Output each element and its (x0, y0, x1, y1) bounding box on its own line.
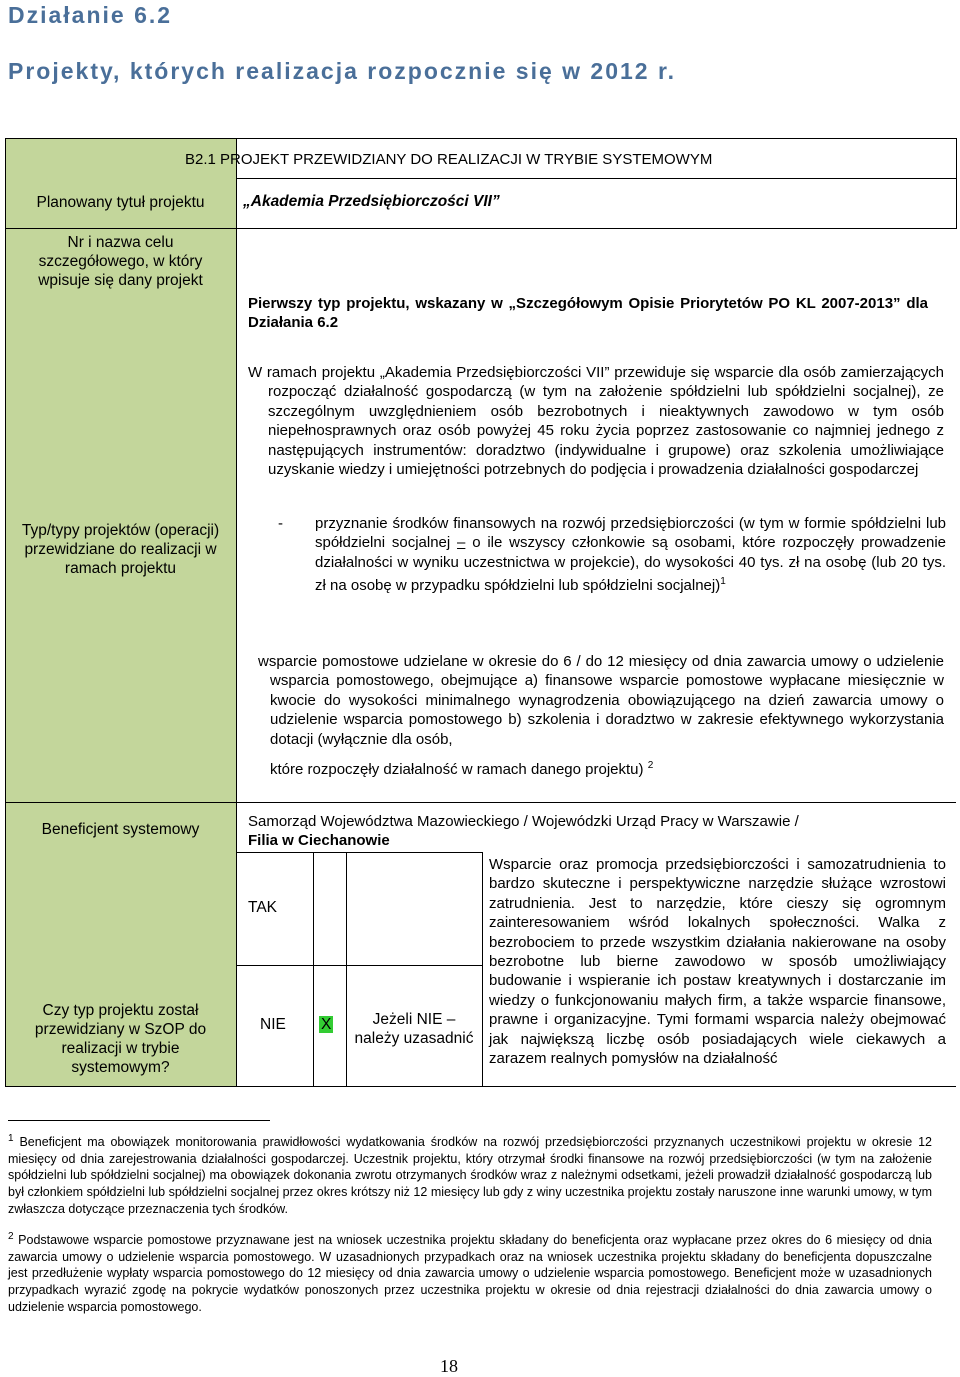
systemic-label: Czy typ projektu został przewidziany w SzOP do realizacji w trybie systemowym? (34, 1002, 207, 1076)
beneficiary-line-2: Filia w Ciechanowie (248, 832, 390, 849)
inner-mid-border (236, 965, 482, 966)
tak-label: TAK (248, 899, 277, 916)
inner-v1 (313, 852, 314, 1086)
table-top-border (5, 138, 956, 139)
bullet-1-continued: o ile wszyscy członkowie są osobami, które rozpoczęły prowadzenie działalności w wyniku uczestnictwa w projekcie), do wysokości 40 tys. zł na osobę (lub 20 tys. zł na osobę w przypadku spółdzielni lub spółdzielni socjalnej) (315, 534, 946, 595)
section-label: B2.1 PROJEKT PRZEWIDZIANY DO REALIZACJI W TRYBIE SYSTEMOWYM (185, 151, 713, 168)
inner-v3 (482, 852, 483, 1086)
page-title: Działanie 6.2 (8, 2, 173, 28)
label-column (5, 138, 236, 1086)
footnote-1: $^1$ Beneficjent ma obowiązek monitorowania prawidłowości wydatkowania środków na rozwój przedsiębiorczości przyznanych uczestnikowi projektu w okresie 12 miesięcy od dnia zarejestrowania działalności gospodarczej. Uczestnik projektu, który otrzymał środki finansowe na rozwój przedsiębiorczości (w tym na założenie spółdzielni lub spółdzielni socjalnej) ma obowiązek dokonania zwrotu otrzymanych środków wraz z należnymi odsetkami, jeżeli prowadził działalność gospodarczą lub był członkiem spółdzielni lub spółdzielni socjalnej przez okres krótszy niż 12 miesięcy lub gdy z winy uczestnika projektu zostały naruszone inne warunki umowy, w tym zwłaszcza dotyczące przeznaczenia tych środków. (8, 1133, 932, 1216)
bullet-1-text: przyznanie środków finansowych na rozwój przedsiębiorczości (w tym w formie spółdzielni lub spółdzielni socjalnej (315, 515, 946, 552)
types-label: Typ/typy projektów (operacji) przewidziane do realizacji w ramach projektu (21, 522, 220, 577)
inner-v2 (346, 852, 347, 1086)
justification-text: Wsparcie oraz promocja przedsiębiorczości i samozatrudnienia to bardzo skuteczne i perspektywiczne narzędzie służące wzrostowi zatrudnienia. Jest to narzędzie, które cieszy się ogromnym zainteresowaniem wśród lokalnych społeczności. Walka z bezrobociem to przede wszystkim działania nakierowane na osoby bezrobotne lub bierne zawodowo w sposób umożliwiający budowanie i wspieranie ich postaw kreatywnych i dostarczanie im wiedzy o funkcjonowaniu małych firm, a także wsparcie finansowe, prawne i organizacyjne. Tymi formami wsparcia należy obejmować jak największą liczbę osób posiadających wiele ciekawych a zarazem realnych pomysłów na działalność (489, 856, 946, 1068)
bullet-1: przyznanie środków finansowych na rozwój przedsiębiorczości (w tym w formie spółdzielni lub spółdzielni socjalnej – o ile wszyscy członkowie są osobami, które rozpoczęły prowadzenie działalności w wyniku uczestnictwa w projekcie), do wysokości 40 tys. zł na osobę (lub 20 tys. zł na osobę w przypadku spółdzielni lub spółdzielni socjalnej)$^1$ (315, 515, 946, 595)
x-mark: X (321, 1016, 332, 1033)
footnote-ref-1[interactable]: 1 (720, 576, 726, 588)
title-row-divider (5, 228, 956, 229)
bullet-2-text: wsparcie pomostowe udzielane w okresie do 6 / do 12 miesięcy od dnia zawarcia umowy o udzielenie wsparcia pomostowego, obejmujące a) finansowe wsparcie pomostowe wypłacane miesięcznie w kwocie do wysokości minimalnego wynagrodzenia obowiązującego na dzień zawarcia umowy o udzielenie wsparcia pomostowego b) szkolenia i doradztwo w zakresie efektywnego wykorzystania dotacji (wyłącznie dla osób, (258, 653, 944, 748)
bullet-2-last-line: które rozpoczęły działalność w ramach danego projektu) $^2$ (270, 760, 654, 778)
nie-label: NIE (260, 1016, 286, 1033)
types-heading: Pierwszy typ projektu, wskazany w „Szczegółowym Opisie Priorytetów PO KL 2007-2013” dla Działania 6.2 (248, 295, 928, 332)
project-title: „Akademia Przedsiębiorczości VII” (243, 193, 500, 210)
table-right-border (956, 138, 957, 229)
types-intro: W ramach projektu „Akademia Przedsiębiorczości VII” przewiduje się wsparcie dla osób zamierzających rozpocząć działalność gospodarczą (w tym na założenie spółdzielni lub spółdzielni socjalnej), ze szczególnym uwzględnieniem osób bezrobotnych i nieaktywnych zawodowo w tym osób niepełnosprawnych oraz osób powyżej 45 roku życia poprzez zastosowanie co najmniej jednego z następujących instrumentów: doradztwo (indywidualne i grupowe) oraz szkolenia umożliwiające uzyskanie wiedzy i umiejętności potrzebnych do podjęcia i prowadzenia działalności gospodarczej (248, 364, 944, 479)
section-divider (236, 178, 956, 179)
types-row-divider (5, 802, 956, 803)
column-divider (236, 138, 237, 1087)
title-label: Planowany tytuł projektu (36, 194, 205, 211)
goal-label: Nr i nazwa celu szczegółowego, w który wpisuje się dany projekt (38, 234, 203, 289)
footnote-ref-2[interactable]: 2 (647, 760, 654, 771)
inner-top-border (236, 852, 482, 853)
bullet-dash: - (278, 515, 283, 532)
if-no-label: Jeżeli NIE – należy uzasadnić (354, 1011, 474, 1048)
table-left-border (5, 138, 6, 1087)
bullet-2 (258, 652, 944, 749)
footnote-separator (8, 1120, 270, 1121)
table-bottom-border (5, 1086, 956, 1087)
beneficiary-line-1: Samorząd Województwa Mazowieckiego / Wojewódzki Urząd Pracy w Warszawie / (248, 813, 799, 830)
page-subtitle: Projekty, których realizacja rozpocznie się w 2012 r. (8, 58, 677, 84)
footnote-2: $^2$ Podstawowe wsparcie pomostowe przyznawane jest na wniosek uczestnika projektu składany do beneficjenta oraz wypłacane przez okres do 6 miesięcy od dnia zawarcia umowy o udzielenie wsparcia pomostowego. W uzasadnionych przypadkach oraz na wniosek uczestnika projektu składany do beneficjenta dopuszczalne jest przedłużenie wypłaty wsparcia pomostowego do 12 miesięcy od dnia zawarcia umowy o udzielenie wsparcia pomostowego. Beneficjent może w uzasadnionych przypadkach wyrazić zgodę na pokrycie wydatków ponoszonych przez uczestnika projektu w okresie od dnia rejestracji działalności do dnia zawarcia umowy o udzielenie wsparcia pomostowego. (8, 1231, 932, 1314)
page-number: 18 (440, 1356, 458, 1376)
beneficiary-label: Beneficjent systemowy (41, 821, 200, 838)
